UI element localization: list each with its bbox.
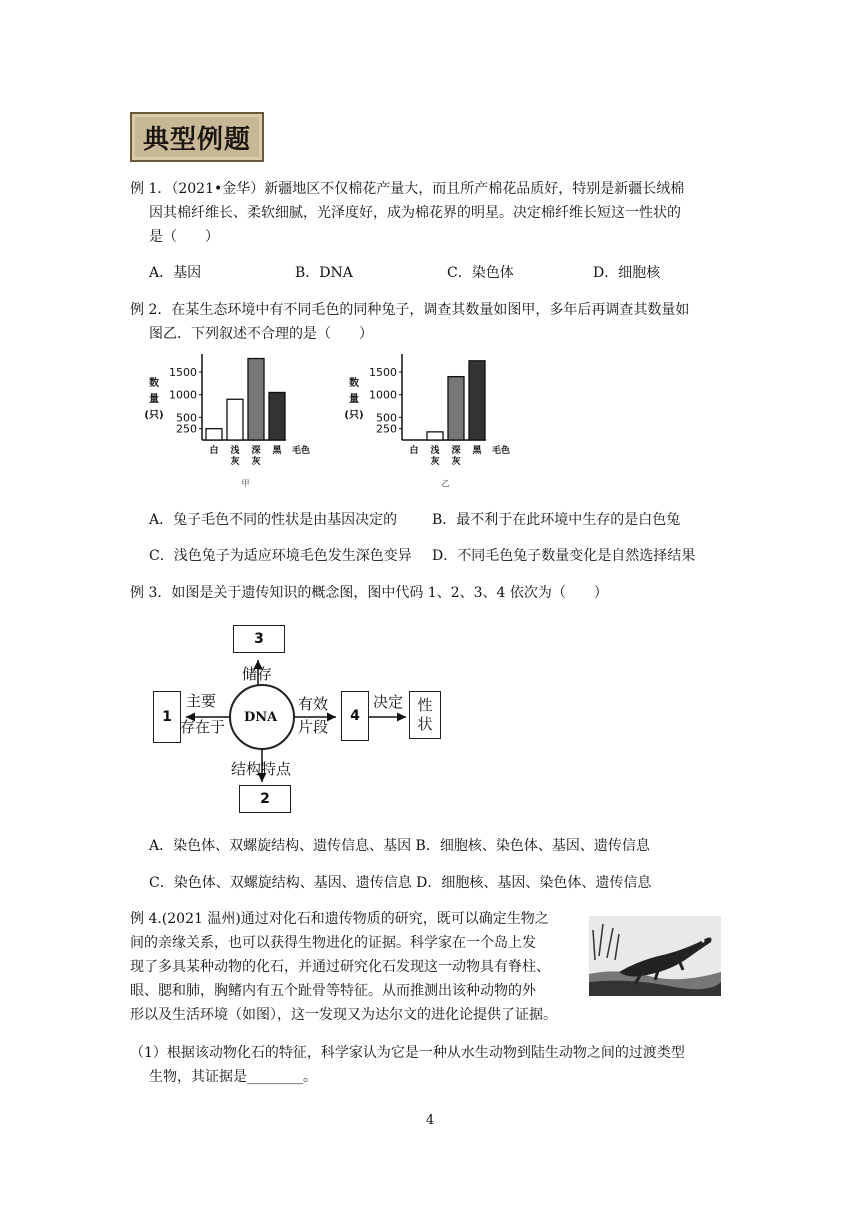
y-axis-label-part: 数 [349,378,359,389]
ex4-q1-line2: 生物，其证据是________。 [149,1069,317,1085]
trait-char-2: 状 [417,715,433,733]
ex2-option-a: A．兔子毛色不同的性状是由基因决定的 [149,512,398,528]
label-store: 储存 [242,665,273,683]
y-tick-label: 250 [376,422,397,436]
bar-白 [206,429,222,440]
rabbit-charts [140,352,540,492]
x-tick-label: 灰 [451,457,461,467]
x-axis-label: 毛色 [492,446,511,456]
x-tick-label: 浅 [430,446,440,456]
dna-label: DNA [244,710,278,725]
x-tick-label: 白 [409,446,419,456]
x-tick-label: 灰 [430,457,440,467]
y-tick-label: 1500 [169,366,197,380]
bar-浅灰 [427,432,443,440]
ex1-option-b: B．DNA [295,265,353,281]
x-tick-label: 黑 [472,446,482,456]
y-tick-label: 250 [176,422,197,436]
y-tick-label: 500 [376,411,397,425]
ex4-line1: 例 4.(2021 温州)通过对化石和遗传物质的研究，既可以确定生物之 [130,911,549,927]
ex1-option-a: A．基因 [149,265,202,281]
chart-title: 乙 [441,479,450,488]
ex3-options-ab: A．染色体、双螺旋结构、遗传信息、基因 B．细胞核、染色体、基因、遗传信息 [149,838,650,854]
ex2-line1: 例 2．在某生态环境中有不同毛色的同种兔子，调查其数量如图甲，多年后再调查其数量如 [130,302,690,318]
ex1-line3: 是（ ） [149,229,219,245]
section-banner [130,112,264,162]
x-tick-label: 浅 [230,446,240,456]
box-3: 3 [233,625,285,653]
ex2-option-b: B．最不利于在此环境中生存的是白色兔 [432,512,681,528]
ex3-line1: 例 3．如图是关于遗传知识的概念图，图中代码 1、2、3、4 依次为（ ） [130,585,608,601]
y-axis-label-part: 量 [349,394,359,405]
bar-深灰 [448,377,464,440]
x-tick-label: 黑 [272,446,282,456]
y-tick-label: 1000 [369,388,397,402]
ex4-line2: 间的亲缘关系，也可以获得生物进化的证据。科学家在一个岛上发 [130,935,536,951]
y-tick-label: 500 [176,411,197,425]
box-4: 4 [341,691,369,741]
label-effective: 有效 [298,695,329,713]
ex4-q1-line1: （1）根据该动物化石的特征，科学家认为它是一种从水生动物到陆生动物之间的过渡类型 [130,1045,685,1061]
ex2-line2: 图乙．下列叙述不合理的是（ ） [149,326,373,342]
box-trait [409,691,441,739]
x-tick-label: 白 [209,446,219,456]
chart-title: 甲 [241,479,250,488]
label-main: 主要 [186,692,217,710]
bar-深灰 [248,359,264,440]
y-axis-label-part: (只) [144,410,164,421]
ex3-options-cd: C．染色体、双螺旋结构、基因、遗传信息 D．细胞核、基因、染色体、遗传信息 [149,875,652,891]
ex4-line3: 现了多具某种动物的化石，并通过研究化石发现这一动物具有脊柱、 [130,959,550,975]
page-number: 4 [425,1113,435,1128]
box-2: 2 [239,785,291,813]
label-structure: 结构特点 [231,760,292,778]
ex4-line4: 眼、腮和肺，胸鳍内有五个趾骨等特征。从而推测出该种动物的外 [130,983,536,999]
x-tick-label: 灰 [230,457,240,467]
label-decide: 决定 [373,693,404,711]
fossil-animal-image [589,916,721,996]
ex2-option-c: C．浅色兔子为适应环境毛色发生深色变异 [149,548,412,564]
ex1-option-d: D．细胞核 [593,265,661,281]
ex2-option-d: D．不同毛色兔子数量变化是自然选择结果 [432,548,696,564]
label-exists-in: 存在于 [180,718,226,736]
x-tick-label: 深 [251,446,261,456]
ex1-option-c: C．染色体 [447,265,514,281]
x-tick-label: 深 [451,446,461,456]
y-axis-label-part: 量 [149,394,159,405]
bar-黑 [469,361,485,440]
ex1-line1: 例 1．（2021•金华）新疆地区不仅棉花产量大，而且所产棉花品质好，特别是新疆长绒棉 [130,181,685,197]
ex4-line5: 形以及生活环境（如图），这一发现又为达尔文的进化论提供了证据。 [130,1007,557,1023]
y-tick-label: 1500 [369,366,397,380]
bar-浅灰 [227,399,243,440]
label-segment: 片段 [298,718,329,736]
y-axis-label-part: (只) [344,410,364,421]
ex1-line2: 因其棉纤维长、柔软细腻，光泽度好，成为棉花界的明星。决定棉纤维长短这一性状的 [149,205,681,221]
x-axis-label: 毛色 [292,446,311,456]
chart-yi [344,354,510,488]
chart-jia [144,354,310,488]
trait-char-1: 性 [417,696,433,714]
x-tick-label: 灰 [251,457,261,467]
bar-黑 [269,392,285,440]
y-tick-label: 1000 [169,388,197,402]
y-axis-label-part: 数 [149,378,159,389]
banner-title: 典型例题 [142,124,251,155]
box-1: 1 [153,691,181,743]
